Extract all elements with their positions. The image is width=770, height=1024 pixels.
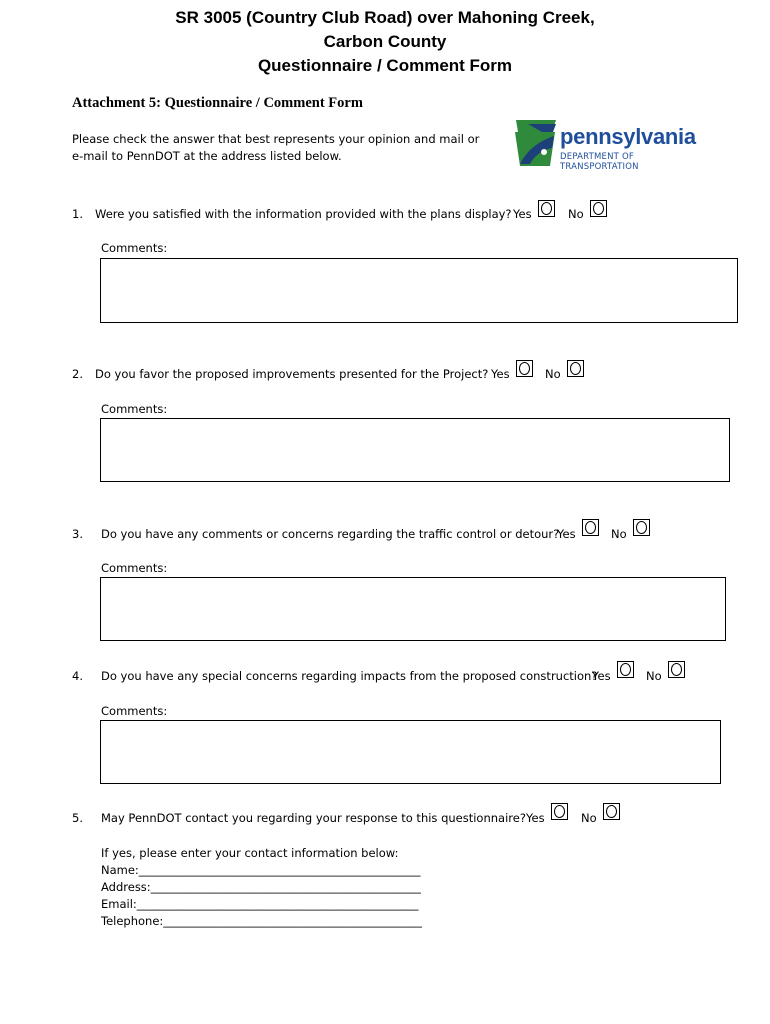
question-2-yes-checkbox[interactable] bbox=[516, 360, 533, 377]
question-3-text: Do you have any comments or concerns regarding the traffic control or detour? bbox=[101, 527, 560, 541]
question-1-text: Were you satisfied with the information provided with the plans display? bbox=[95, 207, 512, 221]
contact-intro: If yes, please enter your contact information below: bbox=[101, 846, 399, 860]
question-1-no-checkbox[interactable] bbox=[590, 200, 607, 217]
contact-name-field[interactable]: Name:_________________________________________________ bbox=[101, 863, 421, 877]
question-1-comments-field[interactable] bbox=[100, 258, 738, 323]
question-2-no-checkbox[interactable] bbox=[567, 360, 584, 377]
question-4-no-label: No bbox=[646, 669, 662, 683]
attachment-heading: Attachment 5: Questionnaire / Comment Form bbox=[72, 95, 363, 111]
question-4-comments-field[interactable] bbox=[100, 720, 721, 784]
question-4-text: Do you have any special concerns regarding impacts from the proposed construction? bbox=[101, 669, 598, 683]
question-3-number: 3. bbox=[72, 527, 83, 541]
form-title-line-2: Carbon County bbox=[323, 32, 447, 51]
question-5-no-checkbox[interactable] bbox=[603, 803, 620, 820]
penndot-logo bbox=[514, 118, 704, 170]
question-3-yes-checkbox[interactable] bbox=[582, 519, 599, 536]
keystone-icon bbox=[514, 118, 558, 168]
contact-email-field[interactable]: Email:_________________________________________________ bbox=[101, 897, 419, 911]
question-5-no-label: No bbox=[581, 811, 597, 825]
question-3-no-label: No bbox=[611, 527, 627, 541]
question-2-yes-label: Yes bbox=[491, 367, 510, 381]
question-5-yes-label: Yes bbox=[526, 811, 545, 825]
question-2-comments-label: Comments: bbox=[101, 402, 168, 416]
question-2-number: 2. bbox=[72, 367, 83, 381]
question-2-no-label: No bbox=[545, 367, 561, 381]
intro-line-2: e-mail to PennDOT at the address listed below. bbox=[72, 149, 342, 163]
form-title-line-3: Questionnaire / Comment Form bbox=[257, 56, 513, 75]
question-4-comments-label: Comments: bbox=[101, 704, 168, 718]
question-5-yes-checkbox[interactable] bbox=[551, 803, 568, 820]
question-1-comments-label: Comments: bbox=[101, 241, 168, 255]
contact-address-field[interactable]: Address:_______________________________________________ bbox=[101, 880, 421, 894]
form-title-line-1: SR 3005 (Country Club Road) over Mahoning Creek, bbox=[175, 8, 595, 27]
question-3-comments-field[interactable] bbox=[100, 577, 726, 641]
question-3-yes-label: Yes bbox=[557, 527, 576, 541]
intro-line-1: Please check the answer that best represents your opinion and mail or bbox=[72, 132, 480, 146]
question-1-number: 1. bbox=[72, 207, 83, 221]
question-5-text: May PennDOT contact you regarding your response to this questionnaire? bbox=[101, 811, 526, 825]
question-2-comments-field[interactable] bbox=[100, 418, 730, 482]
logo-wordmark: pennsylvania bbox=[560, 124, 696, 149]
question-4-number: 4. bbox=[72, 669, 83, 683]
question-5-number: 5. bbox=[72, 811, 83, 825]
question-4-yes-checkbox[interactable] bbox=[617, 661, 634, 678]
question-1-no-label: No bbox=[568, 207, 584, 221]
logo-subtitle: DEPARTMENT OF TRANSPORTATION bbox=[560, 152, 639, 172]
question-2-text: Do you favor the proposed improvements presented for the Project? bbox=[95, 367, 489, 381]
question-3-no-checkbox[interactable] bbox=[633, 519, 650, 536]
question-4-yes-label: Yes bbox=[592, 669, 611, 683]
question-4-no-checkbox[interactable] bbox=[668, 661, 685, 678]
contact-telephone-field[interactable]: Telephone:_____________________________________________ bbox=[101, 914, 423, 928]
question-1-yes-label: Yes bbox=[513, 207, 532, 221]
question-3-comments-label: Comments: bbox=[101, 561, 168, 575]
question-1-yes-checkbox[interactable] bbox=[538, 200, 555, 217]
